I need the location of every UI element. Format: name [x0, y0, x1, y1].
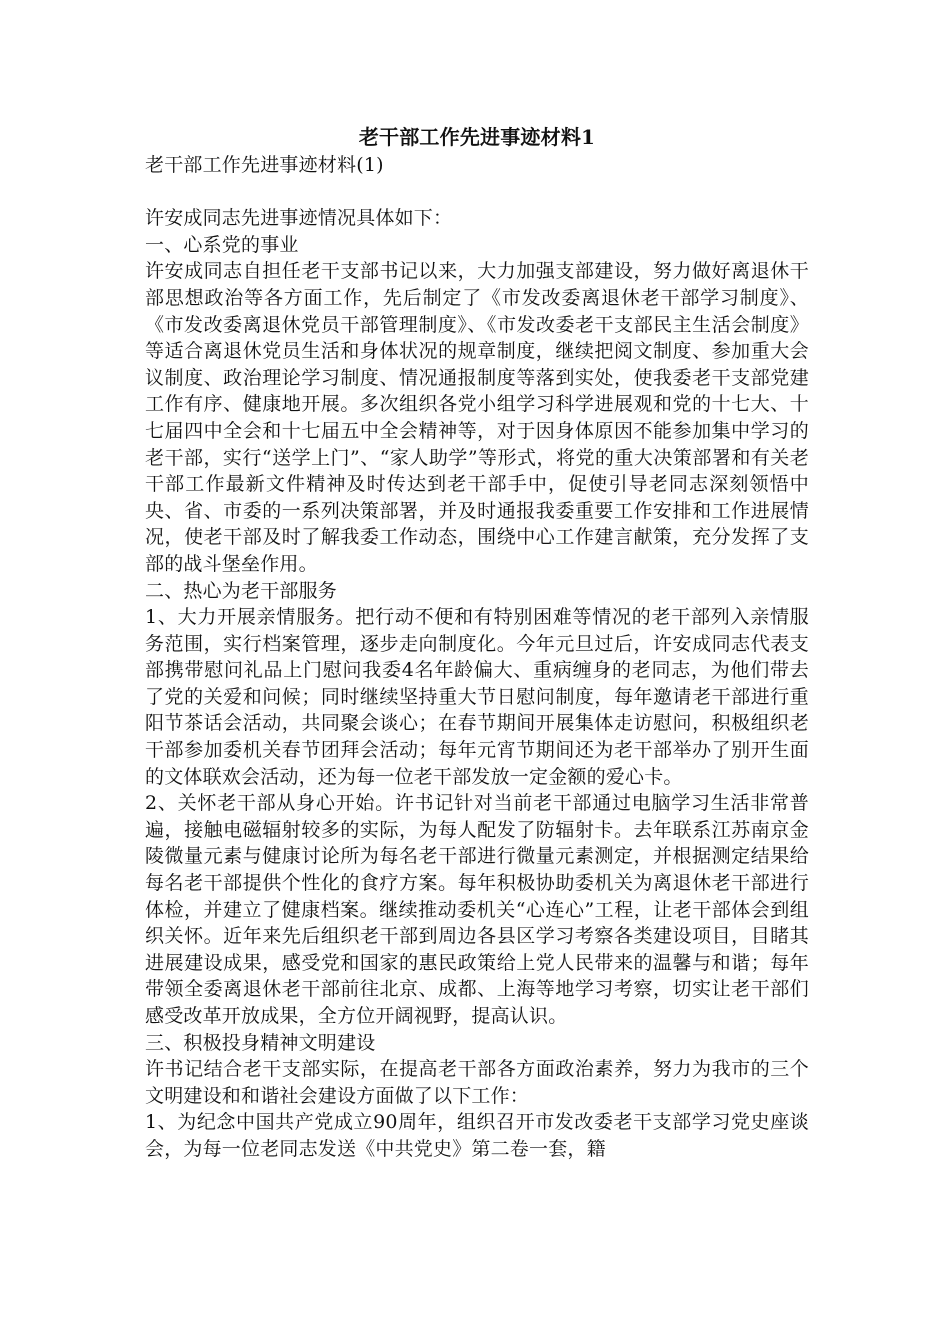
- section-heading-2: 二、热心为老干部服务: [145, 579, 338, 602]
- section-3-paragraph-2: 1、为纪念中国共产党成立90周年，组织召开市发改委老干支部学习党史座谈会，为每一位老同志发送《中共党史》第二卷一套，籍: [145, 1111, 809, 1160]
- section-heading-1: 一、心系党的事业: [145, 233, 299, 256]
- document-subtitle: 老干部工作先进事迹材料(1): [145, 154, 384, 176]
- document-body: [145, 122, 809, 1163]
- section-2-paragraph-1: 1、大力开展亲情服务。把行动不便和有特别困难等情况的老干部列入亲情服务范围，实行档案管理，逐步走向制度化。今年元旦过后，许安成同志代表支部携带慰问礼品上门慰问我委4名年龄偏大、重病缠身的老同志，为他们带去了党的关爱和问候；同时继续坚持重大节日慰问制度，每年邀请老干部进行重阳节茶话会活动，共同聚会谈心；在春节期间开展集体走访慰问，积极组织老干部参加委机关春节团拜会活动；每年元宵节期间还为老干部举办了别开生面的文体联欢会活动，还为每一位老干部发放一定金额的爱心卡。: [145, 606, 809, 788]
- section-2-paragraph-2: 2、关怀老干部从身心开始。许书记针对当前老干部通过电脑学习生活非常普遍，接触电磁辐射较多的实际，为每人配发了防辐射卡。去年联系江苏南京金陵微量元素与健康讨论所为每名老干部进行微量元素测定，并根据测定结果给每名老干部提供个性化的食疗方案。每年积极协助委机关为离退休老干部进行体检，并建立了健康档案。继续推动委机关“心连心”工程，让老干部体会到组织关怀。近年来先后组织老干部到周边各县区学习考察各类建设项目，目睹其进展建设成果，感受党和国家的惠民政策给上党人民带来的温馨与和谐；每年带领全委离退休老干部前往北京、成都、上海等地学习考察，切实让老干部们感受改革开放成果，全方位开阔视野，提高认识。: [145, 792, 809, 1027]
- section-heading-3: 三、积极投身精神文明建设: [145, 1031, 376, 1054]
- section-3-paragraph-1: 许书记结合老干支部实际，在提高老干部各方面政治素养，努力为我市的三个文明建设和和谐社会建设方面做了以下工作：: [145, 1058, 809, 1107]
- document-title: 老干部工作先进事迹材料1: [358, 125, 596, 149]
- section-1-paragraph: 许安成同志自担任老干支部书记以来，大力加强支部建设，努力做好离退休干部思想政治等各方面工作，先后制定了《市发改委离退休老干部学习制度》、《市发改委离退休党员干部管理制度》、《市发改委老干支部民主生活会制度》等适合离退休党员生活和身体状况的规章制度，继续把阅文制度、参加重大会议制度、政治理论学习制度、情况通报制度等落到实处，使我委老干支部党建工作有序、健康地开展。多次组织各党小组学习科学进展观和党的十七大、十七届四中全会和十七届五中全会精神等，对于因身体原因不能参加集中学习的老干部，实行“送学上门”、“家人助学”等形式，将党的重大决策部署和有关老干部工作最新文件精神及时传达到老干部手中，促使引导老同志深刻领悟中央、省、市委的一系列决策部署，并及时通报我委重要工作安排和工作进展情况，使老干部及时了解我委工作动态，围绕中心工作建言献策，充分发挥了支部的战斗堡垒作用。: [145, 260, 809, 575]
- blank-line: [145, 179, 809, 206]
- intro-text: 许安成同志先进事迹情况具体如下：: [145, 207, 453, 230]
